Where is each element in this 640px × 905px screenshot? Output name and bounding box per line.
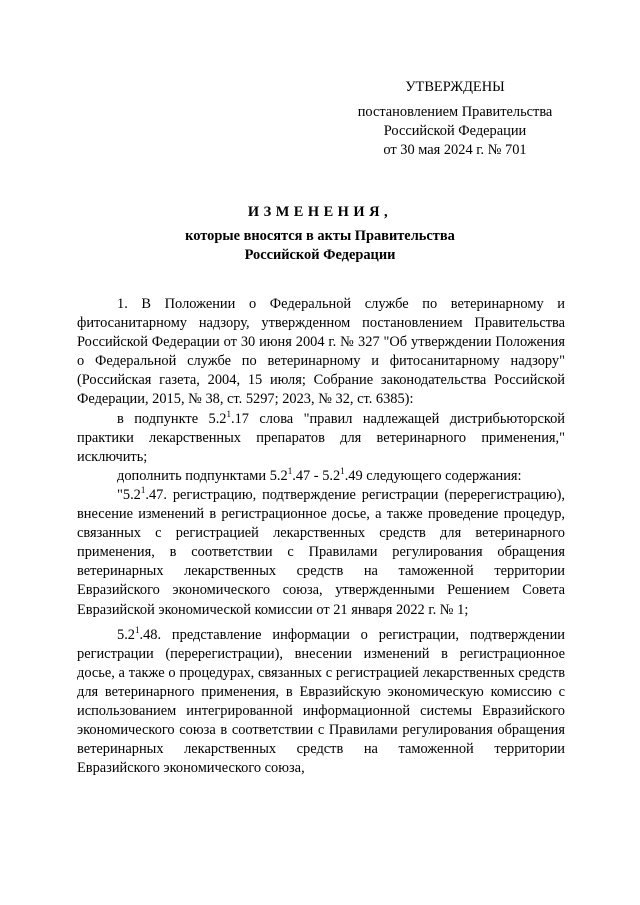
approval-line-1: постановлением Правительства (357, 104, 553, 121)
paragraph-4-text-end: .47. регистрацию, подтверждение регистрации (перерегистрацию), внесение изменений в регистрационное досье, а также проведение процедур, связанных с регистрацией лекарственных средств для ветеринарного применения, в соответствии с Правилами регулирования обращения ветеринарных лекарственных средств на таможенной территории Евразийского экономического союза, утвержденными Решением Совета Евразийской экономической комиссии от 21 января 2022 г. № 1; (77, 486, 565, 618)
paragraph-4-text-start: "5.2 (117, 486, 141, 503)
paragraph-3 (77, 467, 565, 486)
paragraph-5-text-start: 5.2 (117, 626, 135, 643)
approval-block (330, 78, 580, 160)
document-heading (80, 203, 560, 265)
paragraph-3-text-start: дополнить подпунктами 5.2 (117, 467, 288, 484)
paragraph-2-text-end: .17 слова "правил надлежащей дистрибьюторской практики лекарственных препаратов для ветеринарного применения," исключить; (77, 410, 566, 465)
superscript: 1 (226, 408, 232, 419)
document-subtitle-line-1: которые вносятся в акты Правительства (185, 228, 455, 245)
superscript: 1 (135, 624, 140, 635)
paragraph-1: 1. В Положении о Федеральной службе по ветеринарному и фитосанитарному надзору, утвержденном постановлением Правительства Российской Федерации от 30 июня 2004 г. № 327 "Об утверждении Положения о Федеральной службе по ветеринарному и фитосанитарному надзору" (Российская газета, 2004, 15 июля; Собрание законодательства Российской Федерации, 2015, № 38, ст. 5297; 2023, № 32, ст. 6385): (77, 296, 565, 408)
paragraph-3-text-end: .49 следующего содержания: (344, 467, 522, 484)
approval-line-3: от 30 мая 2024 г. № 701 (383, 142, 527, 159)
approval-line-2: Российской Федерации (383, 123, 527, 140)
superscript: 1 (140, 484, 146, 495)
document-title: ИЗМЕНЕНИЯ, (247, 204, 393, 220)
paragraph-2-text-start: в подпункте 5.2 (117, 410, 227, 427)
paragraph-5 (77, 626, 565, 779)
document-body (77, 295, 565, 778)
superscript: 1 (340, 465, 345, 476)
superscript: 1 (287, 465, 293, 476)
paragraph-3-text-mid: .47 - 5.2 (292, 467, 341, 484)
paragraph-4 (77, 486, 565, 620)
paragraph-5-text-end: .48. представление информации о регистрации, подтверждении регистрации (перерегистрации), внесении изменений в регистрационное досье, а также о процедурах, связанных с регистрацией лекарственных средств для ветеринарного применения, в Евразийскую экономическую комиссию с использованием интегрированной информационной системы Евразийского экономического союза в соответствии с Правилами регулирования обращения ветеринарных лекарственных средств на таможенной территории Евразийского экономического союза, (77, 626, 565, 777)
paragraph-2 (77, 410, 565, 467)
approval-stamp-title: УТВЕРЖДЕНЫ (405, 79, 505, 95)
document-subtitle-line-2: Российской Федерации (244, 247, 396, 264)
